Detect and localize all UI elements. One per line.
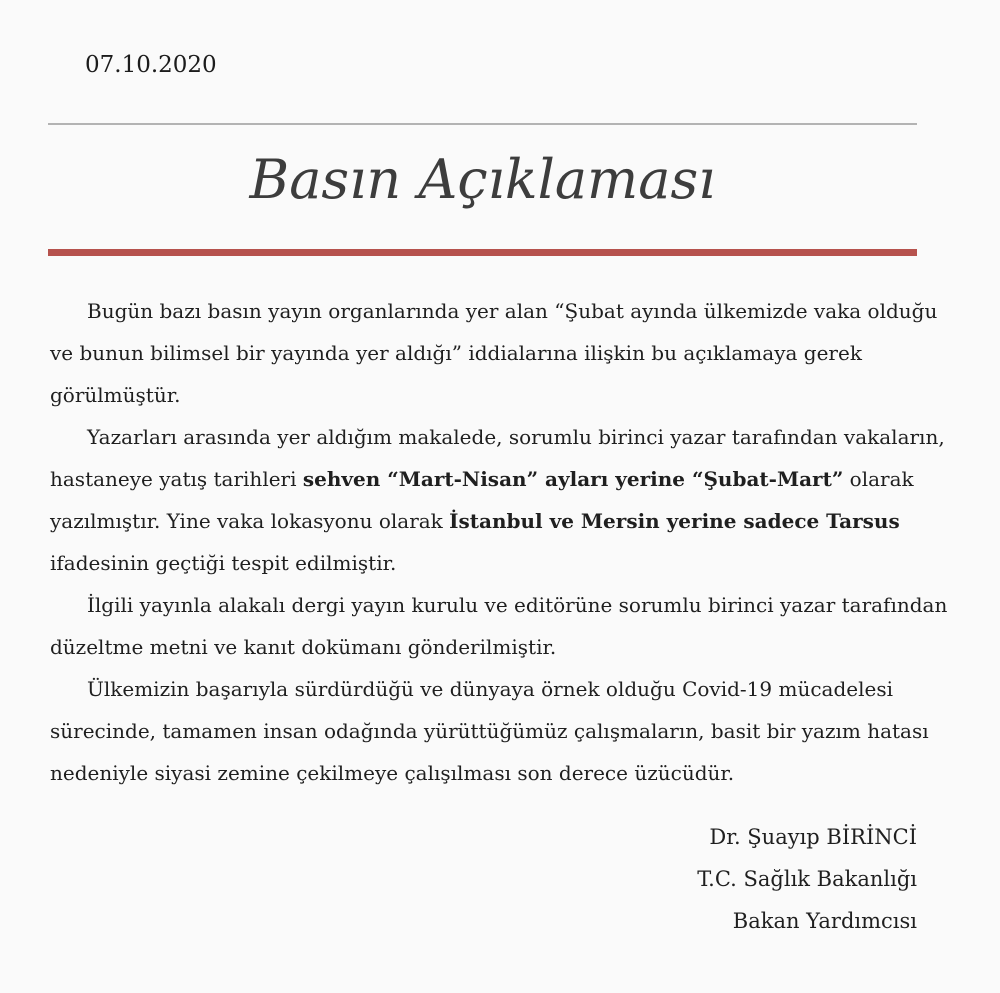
body-line [50, 668, 917, 710]
emphasized-text: İstanbul ve Mersin yerine sadece Tarsus [449, 509, 900, 533]
text-segment: Ülkemizin başarıyla sürdürdüğü ve dünyaya örnek olduğu Covid-19 mücadelesi [87, 677, 893, 701]
body-line [50, 290, 938, 332]
document-date: 07.10.2020 [85, 52, 217, 78]
text-segment: ve bunun bilimsel bir yayında yer aldığı” iddialarına ilişkin bu açıklamaya gerek [50, 341, 862, 365]
text-segment: sürecinde, tamamen insan odağında yürüttüğümüz çalışmaların, basit bir yazım hatası [50, 719, 929, 743]
body-line [50, 542, 917, 584]
text-segment: görülmüştür. [50, 383, 181, 407]
body-line [50, 416, 945, 458]
body-text [50, 290, 948, 794]
text-segment: ifadesinin geçtiği tespit edilmiştir. [50, 551, 397, 575]
document-title: Basın Açıklaması [249, 148, 716, 211]
body-line [50, 332, 917, 374]
body-line [50, 752, 917, 794]
body-line [50, 374, 917, 416]
body-line [50, 584, 948, 626]
signature-line: T.C. Sağlık Bakanlığı [697, 867, 917, 891]
text-segment: nedeniyle siyasi zemine çekilmeye çalışılması son derece üzücüdür. [50, 761, 735, 785]
header-divider-line [48, 123, 917, 125]
text-segment: yazılmıştır. Yine vaka lokasyonu olarak [50, 509, 450, 533]
emphasized-text: sehven “Mart-Nisan” ayları yerine “Şubat-Mart” [302, 467, 844, 491]
signature-block [50, 816, 917, 942]
body-line [50, 458, 917, 500]
text-segment: Bugün bazı basın yayın organlarında yer alan “Şubat ayında ülkemizde vaka olduğu [87, 299, 938, 323]
title-accent-rule [48, 249, 917, 256]
text-segment: düzeltme metni ve kanıt dokümanı gönderilmiştir. [50, 635, 557, 659]
signature-line: Bakan Yardımcısı [732, 909, 917, 933]
signature-line: Dr. Şuayıp BİRİNCİ [709, 825, 917, 849]
body-line [50, 626, 917, 668]
body-line [50, 710, 929, 752]
text-segment: hastaneye yatış tarihleri [50, 467, 303, 491]
text-segment: Yazarları arasında yer aldığım makalede, sorumlu birinci yazar tarafından vakaların, [87, 425, 945, 449]
text-segment: olarak [843, 467, 914, 491]
text-segment: İlgili yayınla alakalı dergi yayın kurulu ve editörüne sorumlu birinci yazar tarafından [87, 593, 948, 617]
body-line [50, 500, 917, 542]
